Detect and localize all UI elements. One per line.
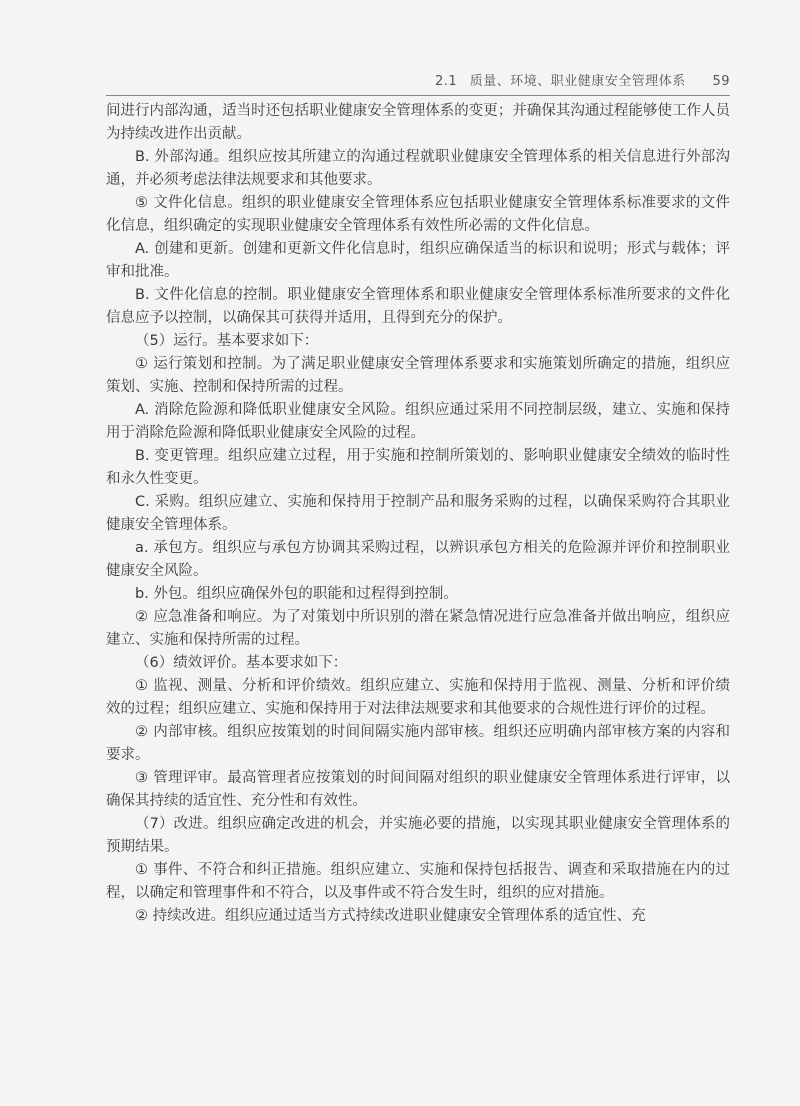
paragraph: ① 监视、测量、分析和评价绩效。组织应建立、实施和保持用于监视、测量、分析和评价绩效的过程；组织应建立、实施和保持用于对法律法规要求和其他要求的合规性进行评价的过程。	[106, 678, 730, 717]
paragraph: ② 应急准备和响应。为了对策划中所识别的潜在紧急情况进行应急准备并做出响应，组织应建立、实施和保持所需的过程。	[106, 609, 730, 648]
paragraph: B. 文件化信息的控制。职业健康安全管理体系和职业健康安全管理体系标准所要求的文件化信息应予以控制，以确保其可获得并适用，且得到充分的保护。	[106, 287, 730, 326]
paragraph: C. 采购。组织应建立、实施和保持用于控制产品和服务采购的过程，以确保采购符合其职业健康安全管理体系。	[106, 494, 730, 533]
page-number: 59	[712, 74, 730, 89]
header-divider	[106, 95, 730, 96]
paragraph: B. 变更管理。组织应建立过程，用于实施和控制所策划的、影响职业健康安全绩效的临时性和永久性变更。	[106, 448, 730, 487]
running-header	[106, 70, 730, 90]
paragraph: 间进行内部沟通，适当时还包括职业健康安全管理体系的变更；并确保其沟通过程能够使工作人员为持续改进作出贡献。	[106, 103, 730, 142]
paragraph: A. 创建和更新。创建和更新文件化信息时，组织应确保适当的标识和说明；形式与载体；评审和批准。	[106, 241, 730, 280]
paragraph: B. 外部沟通。组织应按其所建立的沟通过程就职业健康安全管理体系的相关信息进行外部沟通，并必须考虑法律法规要求和其他要求。	[106, 149, 730, 188]
paragraph: ② 持续改进。组织应通过适当方式持续改进职业健康安全管理体系的适宜性、充	[135, 908, 646, 924]
section-heading: （7）改进。组织应确定改进的机会，并实施必要的措施，以实现其职业健康安全管理体系的预期结果。	[106, 816, 730, 855]
paragraph: ① 运行策划和控制。为了满足职业健康安全管理体系要求和实施策划所确定的措施，组织应策划、实施、控制和保持所需的过程。	[106, 356, 730, 395]
section-heading: （5）运行。基本要求如下：	[135, 333, 319, 349]
page-body	[106, 100, 730, 928]
paragraph: ① 事件、不符合和纠正措施。组织应建立、实施和保持包括报告、调查和采取措施在内的过程，以确定和管理事件和不符合，以及事件或不符合发生时，组织的应对措施。	[106, 862, 730, 901]
paragraph: ② 内部审核。组织应按策划的时间间隔实施内部审核。组织还应明确内部审核方案的内容和要求。	[106, 724, 730, 763]
section-heading: （6）绩效评价。基本要求如下：	[135, 655, 348, 671]
paragraph: a. 承包方。组织应与承包方协调其采购过程，以辨识承包方相关的危险源并评价和控制职业健康安全风险。	[106, 540, 730, 579]
paragraph: ③ 管理评审。最高管理者应按策划的时间间隔对组织的职业健康安全管理体系进行评审，以确保其持续的适宜性、充分性和有效性。	[106, 770, 730, 809]
paragraph: A. 消除危险源和降低职业健康安全风险。组织应通过采用不同控制层级，建立、实施和保持用于消除危险源和降低职业健康安全风险的过程。	[106, 402, 730, 441]
section-number: 2.1	[434, 74, 458, 89]
section-title: 质量、环境、职业健康安全管理体系	[469, 74, 686, 89]
paragraph: b. 外包。组织应确保外包的职能和过程得到控制。	[135, 586, 458, 602]
paragraph: ⑤ 文件化信息。组织的职业健康安全管理体系应包括职业健康安全管理体系标准要求的文件化信息，组织确定的实现职业健康安全管理体系有效性所必需的文件化信息。	[106, 195, 730, 234]
